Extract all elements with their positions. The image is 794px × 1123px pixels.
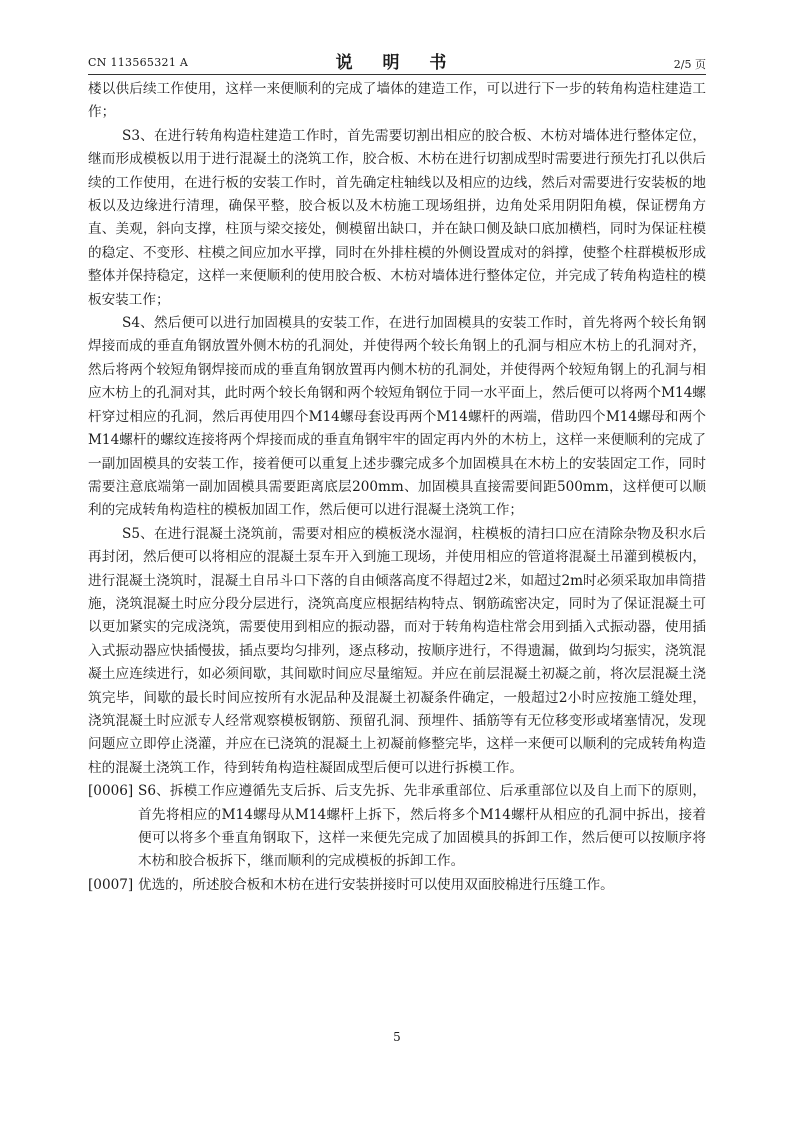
step-s4-paragraph: S4、然后便可以进行加固模具的安装工作，在进行加固模具的安装工作时，首先将两个较长角钢焊接而成的垂直角钢放置外侧木枋的孔洞处，并使得两个较长角钢上的孔洞与相应木枋上的孔洞对齐，然后将两个较短角钢焊接而成的垂直角钢放置再内侧木枋的孔洞处，并使得两个较短角钢上的孔洞与相应木枋上的孔洞对其，此时两个较长角钢和两个较短角钢位于同一水平面上，然后便可以将两个M14螺杆穿过相应的孔洞，然后再使用四个M14螺母套设再两个M14螺杆的两端，借助四个M14螺母和两个M14螺杆的螺纹连接将两个焊接而成的垂直角钢牢牢的固定再内外的木枋上，这样一来便顺利的完成了一副加固模具的安装工作，接着便可以重复上述步骤完成多个加固模具在木枋上的安装固定工作，同时需要注意底端第一副加固模具需要距离底层200mm、加固模具直接需要间距500mm，这样便可以顺利的完成转角构造柱的模板加固工作，然后便可以进行混凝土浇筑工作； — [88, 315, 706, 519]
paragraph-text: S6、拆模工作应遵循先支后拆、后支先拆、先非承重部位、后承重部位以及自上而下的原则，首先将相应的M14螺母从M14螺杆上拆下，然后将多个M14螺杆从相应的孔洞中拆出，接着便可以将多个垂直角钢取下，这样一来便先完成了加固模具的拆卸工作，然后便可以按顺序将木枋和胶合板拆下，继而顺利的完成模板的拆卸工作。 — [138, 783, 706, 870]
paragraph-0007 — [88, 874, 706, 897]
document-body — [88, 78, 706, 897]
page-indicator: 2/5 页 — [673, 58, 706, 71]
intro-paragraph: 楼以供后续工作使用，这样一来便顺利的完成了墙体的建造工作，可以进行下一步的转角构造柱建造工作； — [88, 81, 706, 121]
page-footer — [0, 1030, 794, 1044]
document-title: 说 明 书 — [335, 53, 459, 73]
paragraph-number: [0007] — [88, 876, 134, 893]
page-number: 5 — [393, 1030, 401, 1044]
page-header — [88, 44, 706, 75]
step-s3-paragraph: S3、在进行转角构造柱建造工作时，首先需要切割出相应的胶合板、木枋对墙体进行整体定位，继而形成模板以用于进行混凝土的浇筑工作，胶合板、木枋在进行切割成型时需要进行预先打孔以供后续的工作使用，在进行板的安装工作时，首先确定柱轴线以及相应的边线，然后对需要进行安装板的地板以及边缘进行清理，确保平整，胶合板以及木枋施工现场组拼，边角处采用阴阳角模，保证楞角方直、美观，斜向支撑，柱顶与梁交接处，侧模留出缺口，并在缺口侧及缺口底加横档，同时为保证柱模的稳定、不变形、柱模之间应加水平撑，同时在外排柱模的外侧设置成对的斜撑，使整个柱群模板形成整体并保持稳定，这样一来便顺利的使用胶合板、木枋对墙体进行整体定位，并完成了转角构造柱的模板安装工作； — [88, 127, 706, 308]
step-s5-paragraph: S5、在进行混凝土浇筑前，需要对相应的模板浇水湿润，柱模板的清扫口应在清除杂物及积水后再封闭，然后便可以将相应的混凝土泵车开入到施工现场，并使用相应的管道将混凝土吊灌到模板内，进行混凝土浇筑时，混凝土自吊斗口下落的自由倾落高度不得超过2米，如超过2m时必须采取加串筒措施，浇筑混凝土时应分段分层进行，浇筑高度应根据结构特点、钢筋疏密决定，同时为了保证混凝土可以更加紧实的完成浇筑，需要使用到相应的振动器，而对于转角构造柱常会用到插入式振动器，使用插入式振动器应快插慢拔，插点要均匀排列，逐点移动，按顺序进行，不得遗漏，做到均匀振实，浇筑混凝土应连续进行，如必须间歇，其间歇时间应尽量缩短。并应在前层混凝土初凝之前，将次层混凝土浇筑完毕，间歇的最长时间应按所有水泥品种及混凝土初凝条件确定，一般超过2小时应按施工缝处理，浇筑混凝土时应派专人经常观察模板钢筋、预留孔洞、预埋件、插筋等有无位移变形或堵塞情况，发现问题应立即停止浇灌，并应在已浇筑的混凝土上初凝前修整完毕，这样一来便可以顺利的完成转角构造柱的混凝土浇筑工作，待到转角构造柱凝固成型后便可以进行拆模工作。 — [88, 525, 706, 776]
paragraph-0006 — [88, 780, 706, 874]
paragraph-text: 优选的，所述胶合板和木枋在进行安装拼接时可以使用双面胶棉进行压缝工作。 — [138, 876, 614, 893]
paragraph-number: [0006] — [88, 783, 134, 800]
document-number: CN 113565321 A — [88, 56, 189, 69]
